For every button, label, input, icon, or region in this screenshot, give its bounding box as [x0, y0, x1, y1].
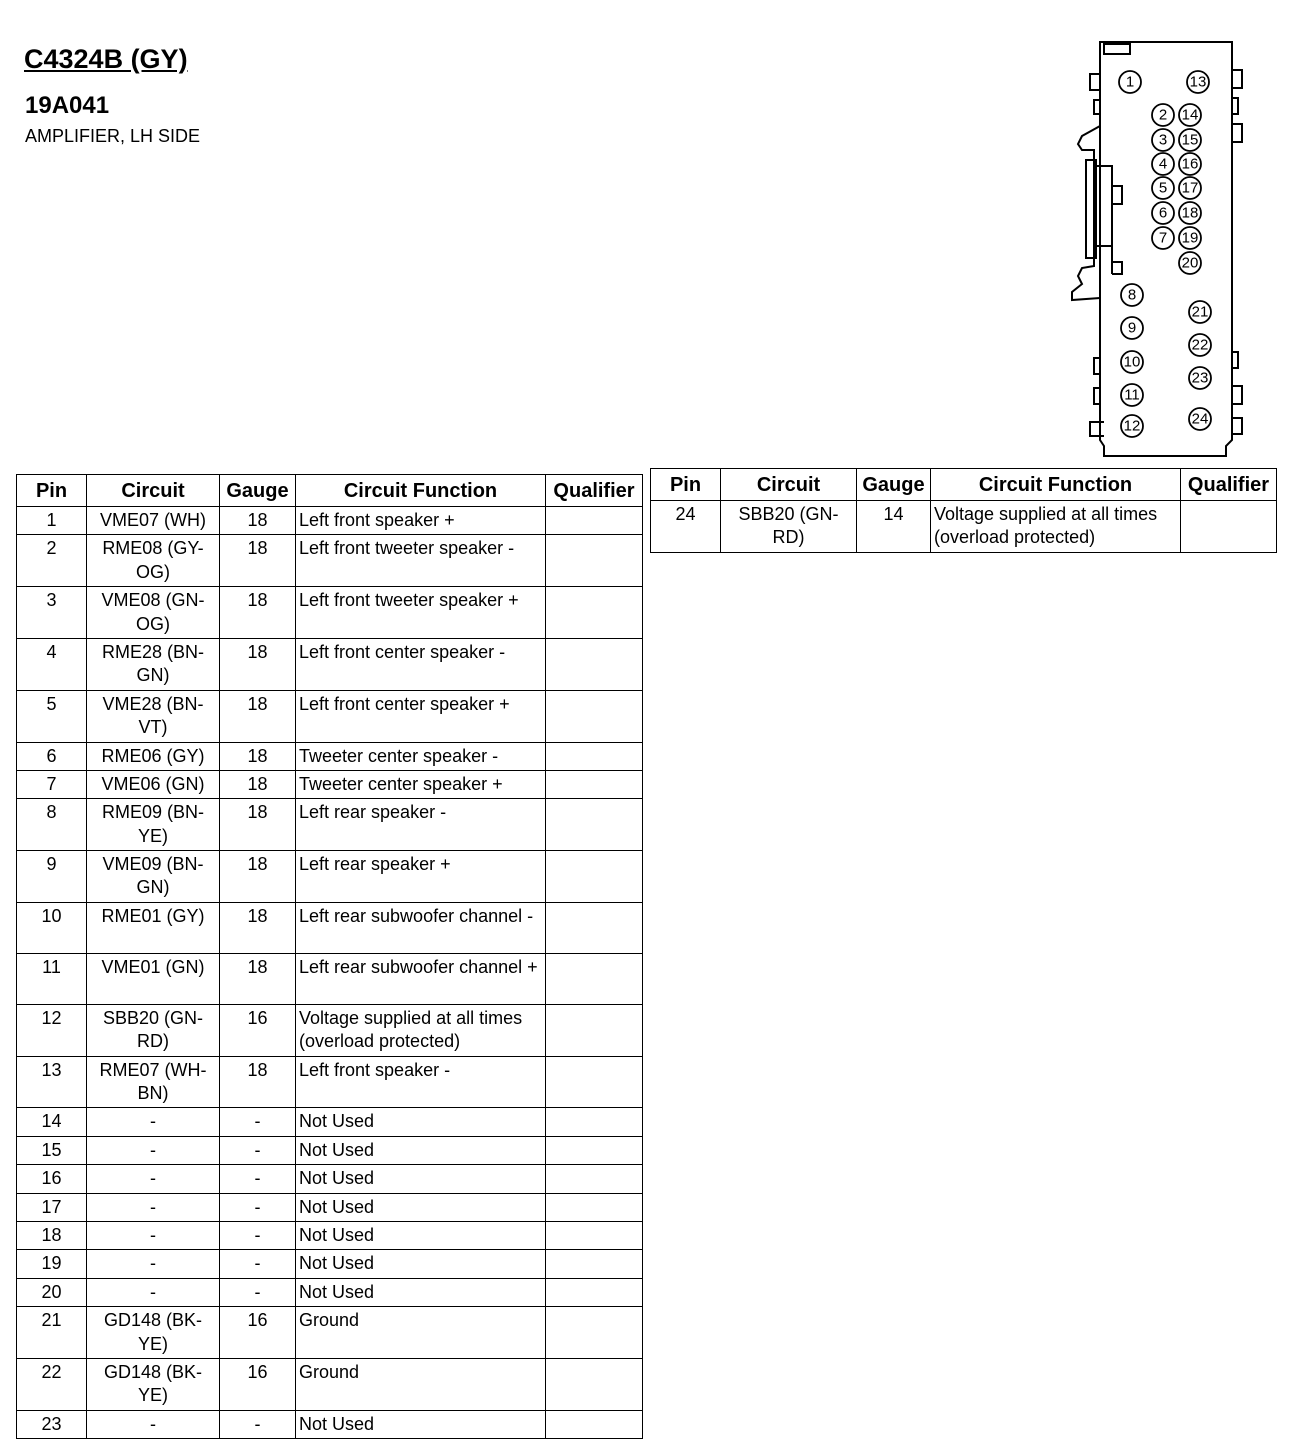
pin-cell: 17: [17, 1193, 87, 1221]
qualifier-cell: [546, 638, 643, 690]
pin-cavity-label: 8: [1127, 286, 1137, 304]
qualifier-cell: [546, 1250, 643, 1278]
pinout-table: [16, 474, 643, 1439]
function-cell: Left front center speaker +: [296, 690, 546, 742]
pin-cell: 7: [17, 770, 87, 798]
pin-cell: 22: [17, 1358, 87, 1410]
circuit-cell: GD148 (BK-YE): [87, 1358, 220, 1410]
pin-cavity-label: 18: [1181, 204, 1199, 222]
pin-cell: 9: [17, 851, 87, 903]
table-row: [17, 1278, 643, 1306]
function-cell: Voltage supplied at all times (overload protected): [296, 1004, 546, 1056]
pin-cavity-label: 5: [1158, 179, 1168, 197]
function-cell: Voltage supplied at all times (overload protected): [931, 501, 1181, 553]
connector-face-diagram: [1060, 36, 1270, 466]
table-row: [17, 638, 643, 690]
function-cell: Left front speaker -: [296, 1056, 546, 1108]
circuit-cell: VME07 (WH): [87, 507, 220, 535]
header-pin: Pin: [17, 475, 87, 507]
circuit-cell: -: [87, 1278, 220, 1306]
pin-cell: 2: [17, 535, 87, 587]
function-cell: Left rear subwoofer channel +: [296, 953, 546, 1004]
header-circuit: Circuit: [87, 475, 220, 507]
pinout-table-continued: [650, 468, 1277, 553]
table-row: [17, 770, 643, 798]
gauge-cell: 18: [220, 507, 296, 535]
table-row: [17, 1056, 643, 1108]
pin-cavity-label: 7: [1158, 229, 1168, 247]
qualifier-cell: [546, 851, 643, 903]
table-row: [17, 507, 643, 535]
function-cell: Not Used: [296, 1250, 546, 1278]
function-cell: Not Used: [296, 1278, 546, 1306]
pin-cavity-label: 17: [1181, 179, 1199, 197]
table-row: [17, 1221, 643, 1249]
table-row: [17, 1165, 643, 1193]
pin-cavity-label: 14: [1181, 106, 1199, 124]
table-row: [17, 1410, 643, 1438]
table-header-row: [17, 475, 643, 507]
pin-cavity-label: 23: [1191, 369, 1209, 387]
gauge-cell: 18: [220, 742, 296, 770]
pin-cell: 18: [17, 1221, 87, 1249]
function-cell: Ground: [296, 1307, 546, 1359]
pin-cavity-label: 1: [1125, 73, 1135, 91]
function-cell: Tweeter center speaker -: [296, 742, 546, 770]
pin-cell: 21: [17, 1307, 87, 1359]
gauge-cell: -: [220, 1278, 296, 1306]
table-row: [17, 1307, 643, 1359]
header-gauge: Gauge: [857, 469, 931, 501]
pin-cell: 15: [17, 1136, 87, 1164]
pin-cavity-label: 6: [1158, 204, 1168, 222]
pin-cavity-label: 19: [1181, 229, 1199, 247]
qualifier-cell: [546, 770, 643, 798]
qualifier-cell: [546, 953, 643, 1004]
pin-cavity-label: 3: [1158, 131, 1168, 149]
pin-cavity-label: 24: [1191, 410, 1209, 428]
circuit-cell: RME01 (GY): [87, 902, 220, 953]
qualifier-cell: [546, 535, 643, 587]
gauge-cell: 18: [220, 535, 296, 587]
pin-cell: 6: [17, 742, 87, 770]
gauge-cell: 14: [857, 501, 931, 553]
pin-cell: 11: [17, 953, 87, 1004]
circuit-cell: VME28 (BN-VT): [87, 690, 220, 742]
function-cell: Left rear speaker +: [296, 851, 546, 903]
gauge-cell: -: [220, 1193, 296, 1221]
gauge-cell: 18: [220, 690, 296, 742]
function-cell: Ground: [296, 1358, 546, 1410]
qualifier-cell: [546, 1221, 643, 1249]
table-row: [17, 1193, 643, 1221]
header-circuit-function: Circuit Function: [296, 475, 546, 507]
pin-cell: 14: [17, 1108, 87, 1136]
qualifier-cell: [546, 1278, 643, 1306]
circuit-cell: -: [87, 1250, 220, 1278]
circuit-cell: RME06 (GY): [87, 742, 220, 770]
pin-cell: 24: [651, 501, 721, 553]
circuit-cell: -: [87, 1410, 220, 1438]
table-row: [651, 501, 1277, 553]
pin-cell: 13: [17, 1056, 87, 1108]
gauge-cell: 16: [220, 1358, 296, 1410]
qualifier-cell: [546, 1307, 643, 1359]
pin-cell: 20: [17, 1278, 87, 1306]
qualifier-cell: [546, 1056, 643, 1108]
table-row: [17, 742, 643, 770]
gauge-cell: 16: [220, 1004, 296, 1056]
circuit-cell: VME08 (GN-OG): [87, 587, 220, 639]
pin-cell: 8: [17, 799, 87, 851]
table-row: [17, 902, 643, 953]
function-cell: Not Used: [296, 1165, 546, 1193]
table-row: [17, 1108, 643, 1136]
gauge-cell: 18: [220, 953, 296, 1004]
table-row: [17, 953, 643, 1004]
pin-cell: 4: [17, 638, 87, 690]
table-row: [17, 587, 643, 639]
gauge-cell: -: [220, 1410, 296, 1438]
circuit-cell: -: [87, 1221, 220, 1249]
pin-cavity-label: 11: [1124, 386, 1140, 404]
gauge-cell: 18: [220, 851, 296, 903]
gauge-cell: 18: [220, 799, 296, 851]
circuit-cell: RME08 (GY-OG): [87, 535, 220, 587]
pin-cavity-label: 15: [1181, 131, 1199, 149]
qualifier-cell: [546, 1410, 643, 1438]
qualifier-cell: [546, 587, 643, 639]
function-cell: Not Used: [296, 1108, 546, 1136]
qualifier-cell: [546, 1108, 643, 1136]
qualifier-cell: [546, 1358, 643, 1410]
pin-cavity-label: 20: [1181, 254, 1199, 272]
circuit-cell: RME09 (BN-YE): [87, 799, 220, 851]
function-cell: Not Used: [296, 1221, 546, 1249]
qualifier-cell: [546, 742, 643, 770]
circuit-cell: -: [87, 1136, 220, 1164]
function-cell: Left front center speaker -: [296, 638, 546, 690]
pin-cell: 10: [17, 902, 87, 953]
pin-cavities: [1119, 71, 1211, 437]
pin-cell: 19: [17, 1250, 87, 1278]
circuit-cell: VME01 (GN): [87, 953, 220, 1004]
header-qualifier: Qualifier: [546, 475, 643, 507]
qualifier-cell: [546, 507, 643, 535]
gauge-cell: 16: [220, 1307, 296, 1359]
table-row: [17, 1136, 643, 1164]
table-row: [17, 1250, 643, 1278]
pin-cavity-label: 10: [1123, 353, 1141, 371]
pin-cell: 3: [17, 587, 87, 639]
pin-cell: 1: [17, 507, 87, 535]
gauge-cell: 18: [220, 638, 296, 690]
circuit-cell: -: [87, 1108, 220, 1136]
component-description: AMPLIFIER, LH SIDE: [25, 126, 201, 146]
function-cell: Left rear subwoofer channel -: [296, 902, 546, 953]
function-cell: Not Used: [296, 1136, 546, 1164]
circuit-cell: RME28 (BN-GN): [87, 638, 220, 690]
table-header-row: [651, 469, 1277, 501]
circuit-cell: -: [87, 1193, 220, 1221]
header-pin: Pin: [651, 469, 721, 501]
table-row: [17, 1358, 643, 1410]
pin-cavity-label: 21: [1191, 303, 1209, 321]
pin-cell: 16: [17, 1165, 87, 1193]
function-cell: Left front tweeter speaker +: [296, 587, 546, 639]
table-row: [17, 851, 643, 903]
qualifier-cell: [546, 1136, 643, 1164]
pin-cavity-label: 4: [1158, 155, 1168, 173]
qualifier-cell: [546, 1193, 643, 1221]
qualifier-cell: [546, 799, 643, 851]
header-circuit-function: Circuit Function: [931, 469, 1181, 501]
table-row: [17, 690, 643, 742]
gauge-cell: -: [220, 1108, 296, 1136]
gauge-cell: 18: [220, 1056, 296, 1108]
function-cell: Not Used: [296, 1193, 546, 1221]
pin-cell: 23: [17, 1410, 87, 1438]
qualifier-cell: [546, 902, 643, 953]
function-cell: Left rear speaker -: [296, 799, 546, 851]
qualifier-cell: [546, 1165, 643, 1193]
pin-cavity-label: 13: [1189, 73, 1207, 91]
circuit-cell: VME06 (GN): [87, 770, 220, 798]
header-circuit: Circuit: [721, 469, 857, 501]
table-row: [17, 1004, 643, 1056]
gauge-cell: -: [220, 1136, 296, 1164]
header-qualifier: Qualifier: [1181, 469, 1277, 501]
qualifier-cell: [546, 690, 643, 742]
function-cell: Not Used: [296, 1410, 546, 1438]
pin-cavity-label: 16: [1181, 155, 1199, 173]
circuit-cell: RME07 (WH-BN): [87, 1056, 220, 1108]
gauge-cell: -: [220, 1165, 296, 1193]
gauge-cell: -: [220, 1250, 296, 1278]
qualifier-cell: [1181, 501, 1277, 553]
pin-cavity-label: 2: [1158, 106, 1168, 124]
pin-cavity-label: 22: [1191, 336, 1209, 354]
circuit-cell: -: [87, 1165, 220, 1193]
pin-cell: 5: [17, 690, 87, 742]
table-row: [17, 535, 643, 587]
circuit-cell: GD148 (BK-YE): [87, 1307, 220, 1359]
part-number: 19A041: [25, 92, 110, 119]
circuit-cell: SBB20 (GN-RD): [87, 1004, 220, 1056]
function-cell: Left front speaker +: [296, 507, 546, 535]
connector-title: C4324B (GY): [24, 44, 188, 74]
function-cell: Tweeter center speaker +: [296, 770, 546, 798]
gauge-cell: 18: [220, 770, 296, 798]
qualifier-cell: [546, 1004, 643, 1056]
table-row: [17, 799, 643, 851]
gauge-cell: -: [220, 1221, 296, 1249]
pin-cavity-label: 12: [1123, 417, 1141, 435]
pin-cavity-label: 9: [1127, 319, 1137, 337]
gauge-cell: 18: [220, 587, 296, 639]
circuit-cell: VME09 (BN-GN): [87, 851, 220, 903]
function-cell: Left front tweeter speaker -: [296, 535, 546, 587]
circuit-cell: SBB20 (GN-RD): [721, 501, 857, 553]
header-gauge: Gauge: [220, 475, 296, 507]
pin-cell: 12: [17, 1004, 87, 1056]
gauge-cell: 18: [220, 902, 296, 953]
